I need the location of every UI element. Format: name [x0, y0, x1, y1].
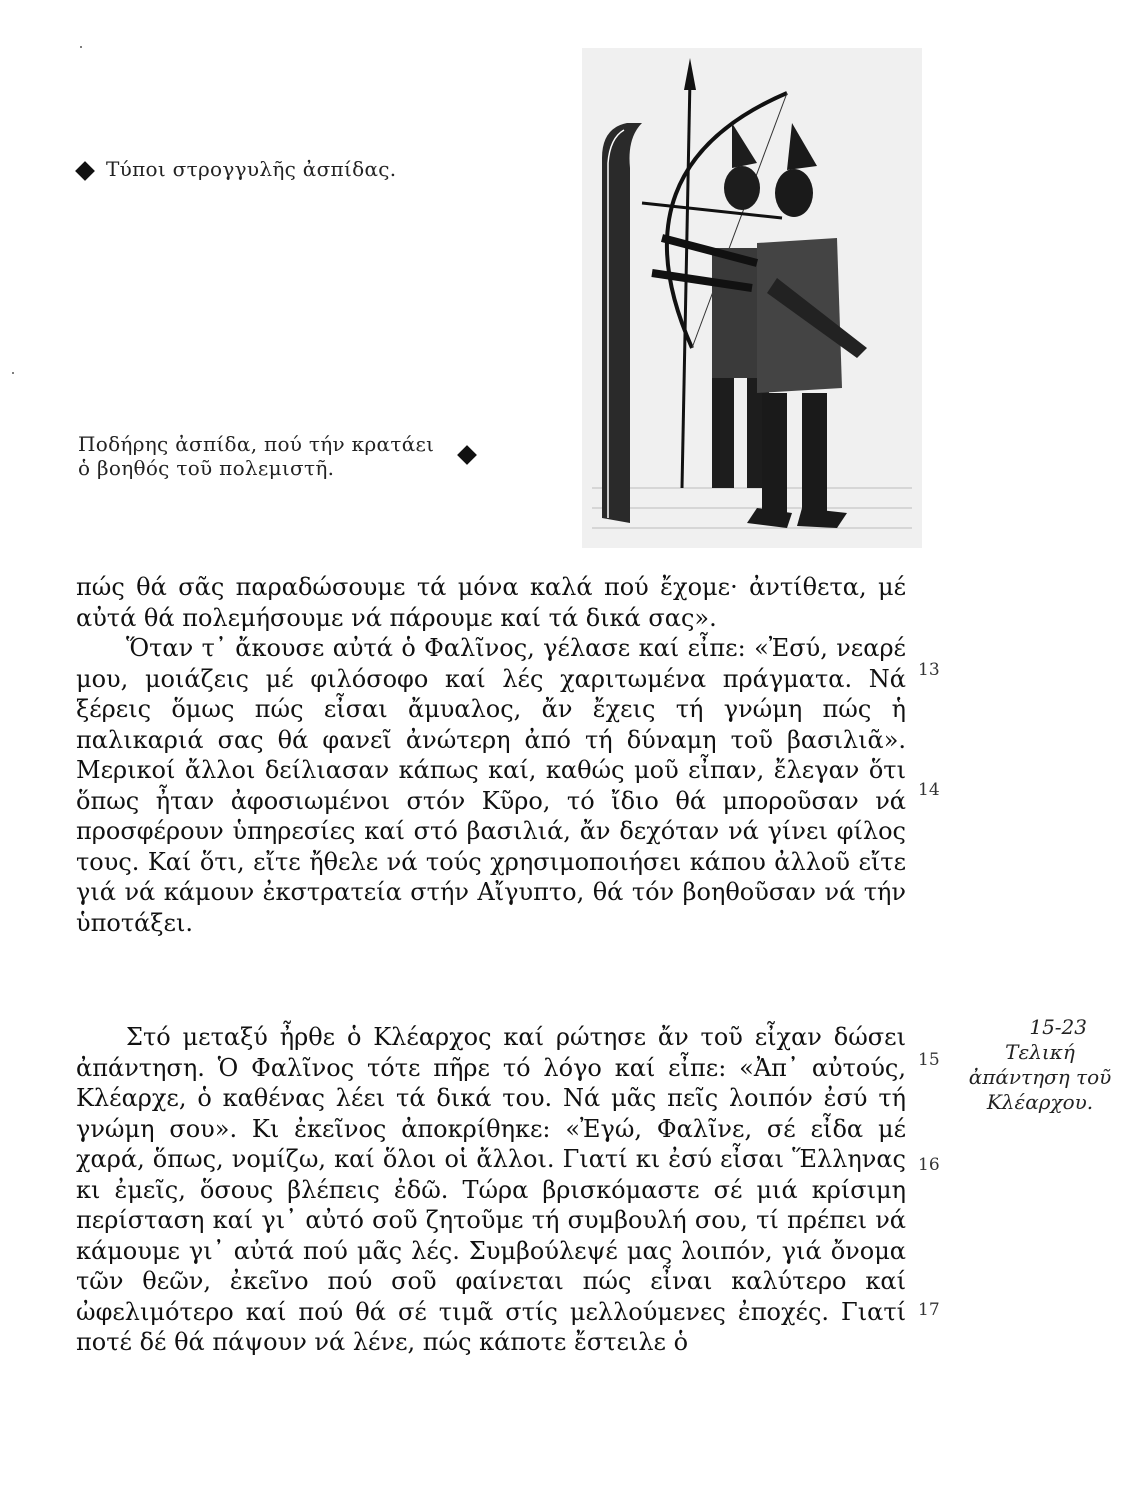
caption-round-shield [78, 157, 396, 181]
line-number: 13 [918, 660, 940, 680]
caption-podiris-shield [78, 432, 448, 480]
body-block-b [76, 1022, 906, 1358]
body-block-a [76, 572, 906, 938]
margin-note [965, 1015, 1115, 1115]
line-number: 15 [918, 1050, 940, 1070]
diamond-bullet-icon [75, 161, 95, 181]
scan-speck [80, 46, 82, 48]
assyrian-archers-illustration [582, 48, 922, 548]
margin-note-text: Τελική ἀπάντηση τοῦ Κλέαρχου. [968, 1040, 1112, 1114]
caption-round-shield-text: Τύποι στρογγυλῆς ἀσπίδας. [106, 157, 397, 181]
body-paragraph: Στό μεταξύ ἦρθε ὁ Κλέαρχος καί ρώτησε ἄν τοῦ εἶχαν δώσει ἀπάντηση. Ὁ Φαλῖνος τότε πῆρε τό λόγο καί εἶπε: «Ἀπ᾿ αὐτούς, Κλέαρχε, ὁ καθένας λέει τά δικά του. Νά μᾶς πεῖς λοιπόν ἐσύ τή γνώμη σου». Κι ἐκεῖνος ἀποκρίθηκε: «Ἐγώ, Φαλῖνε, σέ εἶδα μέ χαρά, ὅπως, νομίζω, καί ὅλοι οἱ ἄλλοι. Γιατί κι ἐσύ εἶσαι Ἕλληνας κι ἐμεῖς, ὅσους βλέπεις ἐδῶ. Τώρα βρισκόμαστε σέ μιά κρίσιμη περίσταση καί γι᾿ αὐτό σοῦ ζητοῦμε τή συμβουλή σου, τί πρέπει νά κάμουμε γι᾿ αὐτά πού μᾶς λές. Συμβούλεψέ μας λοιπόν, γιά ὄνομα τῶν θεῶν, ἐκεῖνο πού σοῦ φαίνεται πώς εἶναι καλύτερο καί ὠφελιμότερο καί πού θά σέ τιμᾶ στίς μελλούμενες ἐποχές. Γιατί ποτέ δέ θά πάψουν νά λένε, πώς κάποτε ἔστειλε ὁ [76, 1023, 906, 1356]
body-paragraph: πώς θά σᾶς παραδώσουμε τά μόνα καλά πού ἔχομε· ἀντίθετα, μέ αὐτά θά πολεμήσουμε νά πάρουμε καί τά δικά σας». [76, 573, 906, 632]
line-number: 17 [918, 1300, 940, 1320]
diamond-bullet-icon [457, 445, 477, 465]
margin-note-range: 15-23 [1029, 1015, 1087, 1039]
caption-podiris-text: Ποδήρης ἀσπίδα, πού τήν κρατάει ὁ βοηθός τοῦ πολεμιστῆ. [78, 432, 435, 480]
line-number: 16 [918, 1155, 940, 1175]
scan-speck [12, 372, 14, 374]
body-paragraph: Ὅταν τ᾿ ἄκουσε αὐτά ὁ Φαλῖνος, γέλασε καί εἶπε: «Ἐσύ, νεαρέ μου, μοιάζεις μέ φιλόσοφο καί λές χαριτωμένα πράγματα. Νά ξέρεις ὅμως πώς εἶσαι ἄμυαλος, ἄν ἔχεις τή γνώμη πώς ἡ παλικαριά σας θά φανεῖ ἀνώτερη ἀπό τή δύναμη τοῦ βασιλιᾶ». Μερικοί ἄλλοι δείλιασαν κάπως καί, καθώς μοῦ εἶπαν, ἔλεγαν ὅτι ὅπως ἦταν ἀφοσιωμένοι στόν Κῦρο, τό ἴδιο θά μποροῦσαν νά προσφέρουν ὑπηρεσίες καί στό βασιλιά, ἄν δεχόταν νά γίνει φίλος τους. Καί ὅτι, εἴτε ἤθελε νά τούς χρησιμοποιήσει κάπου ἀλλοῦ εἴτε γιά νά κάμουν ἐκστρατεία στήν Αἴγυπτο, θά τόν βοηθοῦσαν νά τήν ὑποτάξει. [76, 634, 906, 937]
line-number: 14 [918, 780, 940, 800]
